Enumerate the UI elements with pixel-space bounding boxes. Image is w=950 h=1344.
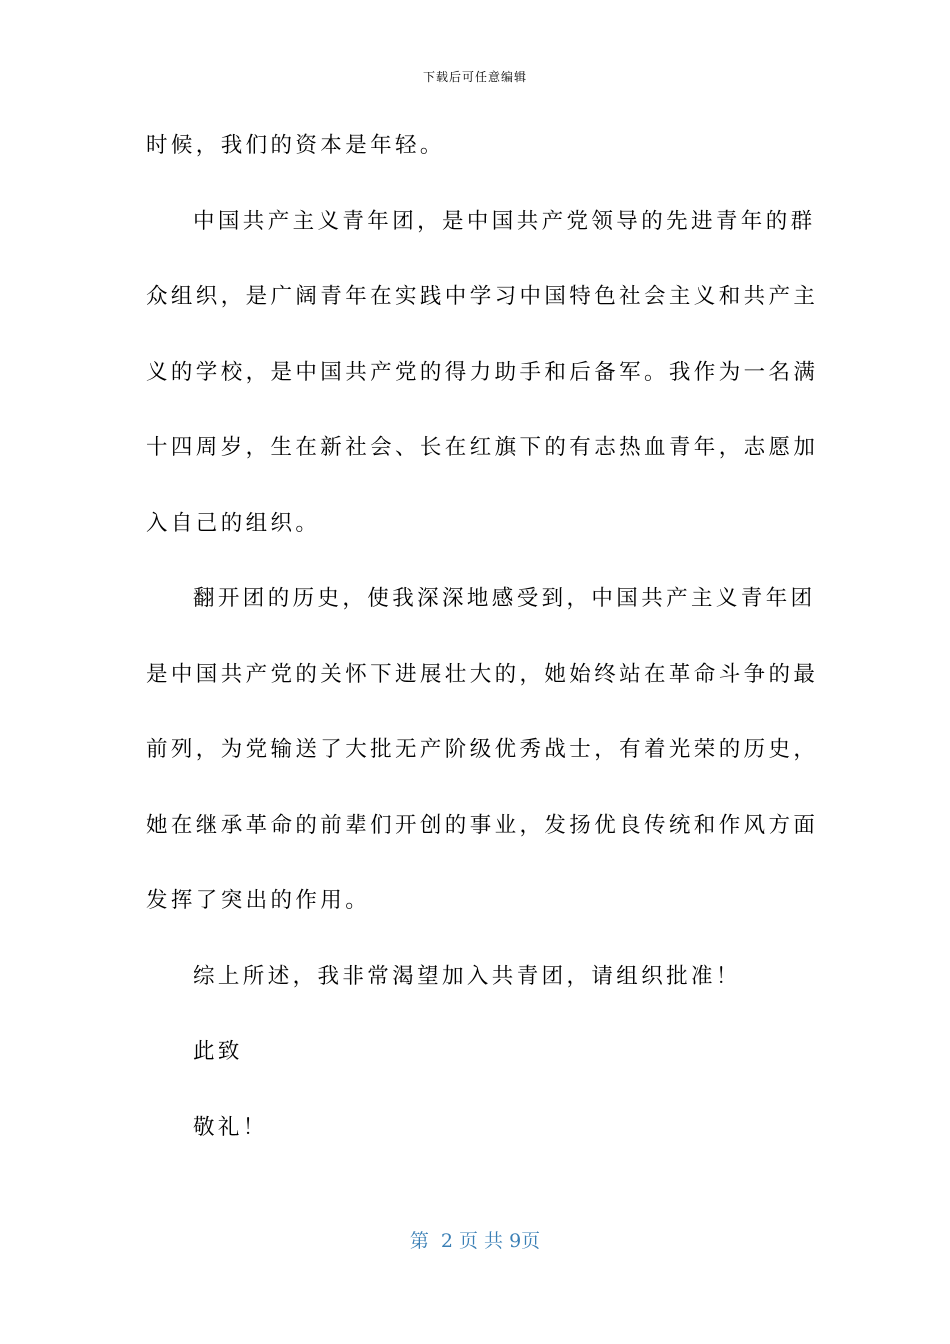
- paragraph-line: 中国共产主义青年团，是中国共产党领导的先进青年的群: [193, 208, 816, 234]
- page-number: 第 2 页 共 9页: [409, 1230, 541, 1252]
- paragraph-line: 综上所述，我非常渴望加入共青团，请组织批准！: [193, 963, 741, 989]
- paragraph-line: 翻开团的历史，使我深深地感受到，中国共产主义青年团: [193, 586, 816, 611]
- document-body: [146, 128, 819, 1185]
- paragraph-line: 前列，为党输送了大批无产阶级优秀战士，有着光荣的历史，: [146, 737, 819, 762]
- paragraph-line: 入自己的组织。: [146, 510, 321, 536]
- paragraph-line: 众组织，是广阔青年在实践中学习中国特色社会主义和共产主: [146, 284, 819, 309]
- paragraph-line: 义的学校，是中国共产党的得力助手和后备军。我作为一名满: [146, 359, 819, 385]
- paragraph-line: 时候，我们的资本是年轻。: [146, 133, 445, 158]
- closing-salutation: 此致: [193, 1039, 243, 1064]
- paragraph-line: 是中国共产党的关怀下进展壮大的，她始终站在革命斗争的最: [146, 661, 819, 687]
- paragraph-line: 她在继承革命的前辈们开创的事业，发扬优良传统和作风方面: [146, 812, 819, 838]
- paragraph-line: 十四周岁，生在新社会、长在红旗下的有志热血青年，志愿加: [146, 435, 819, 460]
- closing-regards: 敬礼！: [193, 1114, 268, 1140]
- header-note: 下载后可任意编辑: [422, 70, 527, 84]
- paragraph-line: 发挥了突出的作用。: [146, 888, 371, 913]
